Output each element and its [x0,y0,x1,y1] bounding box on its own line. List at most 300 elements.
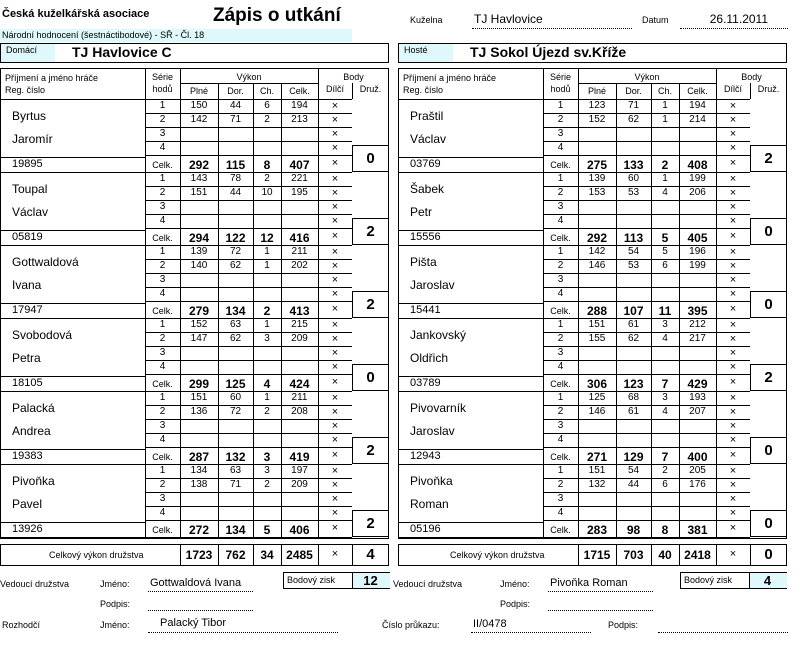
series-number: 3 [557,201,564,212]
series-value: 1 [264,319,270,330]
home-col-player: Příjmení a jméno hráče [5,73,99,83]
player-surname: Svobodová [12,328,73,342]
player-total-label: Celk. [152,233,173,243]
home-leader-label: Vedoucí družstva [0,579,70,589]
partial-point-cross: × [729,128,737,140]
series-value: 1 [264,392,270,403]
match-date: 26.11.2011 [709,12,768,26]
partial-point-cross: × [331,157,339,169]
series-number: 3 [159,201,166,212]
series-value: 215 [291,319,308,330]
divider [0,449,145,450]
referee-signature-line [658,632,788,633]
partial-point-cross: × [331,246,339,258]
series-value: 199 [689,173,706,184]
partial-point-cross: × [331,230,339,242]
partial-point-cross: × [729,142,737,154]
series-value: 205 [689,465,706,476]
player-first-name: Petra [12,351,41,365]
divider [352,83,353,99]
partial-point-cross: × [729,274,737,286]
partial-point-cross: × [729,288,737,300]
series-value: 3 [662,319,668,330]
player-points: 2 [366,442,375,459]
series-value: 1 [264,246,270,257]
series-number: 3 [159,128,166,139]
away-leader-underline [548,591,653,592]
home-team-total-value: 2485 [286,548,313,562]
series-number: 2 [159,260,166,271]
player-total-value: 125 [225,377,246,391]
player-surname: Pivoňka [410,474,453,488]
player-total-value: 406 [289,523,310,537]
home-col-team-points: Druž. [359,84,382,94]
away-leader-name-label: Jméno: [500,579,530,589]
player-total-value: 7 [661,377,669,391]
player-total-value: 133 [623,158,644,172]
partial-point-cross: × [331,347,339,359]
series-value: 150 [190,100,208,111]
series-value: 151 [588,319,606,330]
player-reg-number: 17947 [12,304,43,316]
partial-point-cross: × [729,449,737,461]
series-value: 151 [588,465,606,476]
player-total-label: Celk. [550,233,571,243]
series-number: 4 [557,434,564,445]
series-number: 1 [557,173,564,184]
home-col-partial: Dílčí [326,84,344,94]
divider [398,537,750,538]
player-reg-number: 03769 [410,158,441,170]
series-value: 1 [662,100,668,111]
player-total-value: 306 [586,377,608,391]
series-value: 62 [627,114,640,125]
series-number: 4 [159,361,166,372]
series-number: 2 [159,406,166,417]
home-score-value: 12 [363,573,378,588]
series-value: 44 [229,100,242,111]
player-total-value: 134 [225,523,246,537]
home-team-points: 4 [366,546,375,563]
away-col-reg: Reg. číslo [403,85,444,95]
venue-name: TJ Havlovice [474,12,543,26]
player-points: 2 [366,515,375,532]
player-first-name: Andrea [12,424,51,438]
divider [180,83,318,84]
series-number: 2 [557,260,564,271]
series-number: 3 [557,128,564,139]
home-col-points: Body [343,72,364,82]
divider [398,449,543,450]
away-col-total: Celk. [687,86,708,96]
player-total-value: 381 [687,523,708,537]
series-value: 206 [689,187,706,198]
series-number: 3 [557,347,564,358]
player-reg-number: 19383 [12,450,43,462]
series-value: 2 [264,479,270,490]
player-surname: Pivovarník [410,401,467,415]
player-first-name: Jaroslav [410,424,455,438]
partial-point-cross: × [729,260,737,272]
player-total-value: 299 [188,377,210,391]
player-points: 0 [366,369,375,386]
player-points: 2 [764,369,773,386]
series-value: 54 [627,246,640,257]
series-number: 1 [159,392,166,403]
player-total-value: 5 [661,231,669,245]
player-reg-number: 18105 [12,377,43,389]
partial-point-cross: × [331,260,339,272]
series-number: 1 [159,100,166,111]
series-value: 4 [662,187,668,198]
series-number: 3 [557,493,564,504]
home-col-performance: Výkon [236,72,262,82]
player-total-value: 419 [289,450,310,464]
series-value: 208 [291,406,308,417]
series-value: 2 [264,406,270,417]
player-first-name: Václav [12,205,49,219]
partial-point-cross: × [331,142,339,154]
partial-point-cross: × [729,201,737,213]
series-value: 68 [627,392,640,403]
series-number: 4 [557,142,564,153]
partial-point-cross: × [331,128,339,140]
partial-point-cross: × [331,507,339,519]
player-total-value: 288 [586,304,608,318]
partial-point-cross: × [331,449,339,461]
partial-point-cross: × [331,215,339,227]
away-signature-label: Podpis: [500,599,531,609]
series-value: 147 [190,333,208,344]
player-total-value: 407 [289,158,310,172]
series-value: 2 [662,465,668,476]
player-points: 2 [366,223,375,240]
player-total-value: 413 [289,304,310,318]
player-total-value: 129 [623,450,644,464]
series-number: 4 [557,288,564,299]
player-total-value: 98 [626,523,641,537]
divider [0,230,145,231]
player-first-name: Petr [410,205,433,219]
partial-point-cross: × [331,465,339,477]
player-total-value: 292 [586,231,608,245]
series-value: 207 [689,406,706,417]
series-number: 2 [557,406,564,417]
partial-point-cross: × [331,376,339,388]
player-points: 0 [764,296,773,313]
series-value: 6 [264,100,270,111]
series-value: 153 [588,187,606,198]
divider [0,537,352,538]
series-value: 139 [588,173,606,184]
partial-point-cross: × [729,392,737,404]
player-surname: Praštil [410,109,444,123]
home-team-total-value: 762 [225,548,246,562]
away-score-label: Bodový zisk [684,575,733,585]
player-total-label: Celk. [152,379,173,389]
series-value: 199 [689,260,706,271]
series-value: 194 [689,100,706,111]
player-points: 0 [764,442,773,459]
player-reg-number: 05819 [12,231,43,243]
series-number: 2 [557,479,564,490]
player-total-label: Celk. [152,525,173,535]
home-leader-name-label: Jméno: [100,579,130,589]
away-col-player: Příjmení a jméno hráče [403,73,497,83]
partial-point-cross: × [729,347,737,359]
player-first-name: Pavel [12,497,43,511]
series-value: 212 [689,319,706,330]
player-surname: Byrtus [12,109,47,123]
series-number: 1 [159,246,166,257]
series-value: 78 [229,173,242,184]
divider [398,376,543,377]
partial-point-cross: × [729,493,737,505]
series-number: 4 [557,215,564,226]
page-title: Zápis o utkání [213,5,341,26]
player-reg-number: 05196 [410,523,441,535]
partial-point-cross: × [729,157,737,169]
series-number: 1 [159,319,166,330]
series-value: 134 [190,465,208,476]
player-reg-number: 13926 [12,523,43,535]
series-value: 1 [662,173,668,184]
partial-point-cross: × [331,479,339,491]
referee-name-underline [148,632,338,633]
player-reg-number: 15441 [410,304,441,316]
home-col-full: Plné [189,86,208,96]
player-reg-number: 12943 [410,450,441,462]
series-value: 2 [264,114,270,125]
away-col-misses: Ch. [657,86,672,96]
home-leader-underline [148,591,253,592]
series-value: 151 [190,187,208,198]
series-number: 3 [557,420,564,431]
player-total-value: 2 [263,304,271,318]
away-signature-line [548,610,653,611]
player-total-value: 283 [586,523,608,537]
series-value: 1 [662,114,668,125]
player-surname: Šabek [410,182,445,196]
player-total-value: 405 [687,231,708,245]
partial-point-cross: × [331,114,339,126]
series-number: 4 [159,142,166,153]
player-surname: Jankovský [410,328,467,342]
partial-point-cross: × [331,493,339,505]
series-number: 2 [159,479,166,490]
player-points: 2 [366,296,375,313]
partial-point-cross: × [729,522,737,534]
partial-point-cross: × [729,333,737,345]
referee-name-label: Jméno: [100,620,130,630]
player-total-value: 294 [188,231,210,245]
series-value: 217 [689,333,706,344]
series-value: 151 [190,392,208,403]
player-total-label: Celk. [550,452,571,462]
series-number: 2 [557,333,564,344]
partial-point-cross: × [331,406,339,418]
series-value: 194 [291,100,308,111]
player-points: 0 [366,150,375,167]
series-value: 140 [190,260,208,271]
partial-point-cross: × [331,100,339,112]
divider [578,83,716,84]
partial-point-cross: × [729,361,737,373]
series-value: 139 [190,246,208,257]
series-value: 4 [662,333,668,344]
player-total-value: 7 [661,450,669,464]
away-team-total-value: 1715 [583,548,611,562]
series-value: 202 [291,260,308,271]
partial-point-cross: × [729,230,737,242]
player-total-label: Celk. [550,525,571,535]
player-total-value: 113 [623,231,644,245]
away-leader-name: Pivoňka Roman [550,577,628,589]
player-total-value: 8 [263,158,271,172]
player-total-label: Celk. [550,306,571,316]
series-number: 4 [159,215,166,226]
series-number: 4 [557,361,564,372]
player-total-label: Celk. [152,452,173,462]
away-col-performance: Výkon [634,72,660,82]
player-total-value: 4 [263,377,271,391]
player-first-name: Jaroslav [410,278,455,292]
series-value: 193 [689,392,706,403]
series-value: 6 [662,479,668,490]
series-value: 155 [588,333,606,344]
player-surname: Palacká [12,401,55,415]
series-number: 3 [557,274,564,285]
series-value: 1 [264,260,270,271]
partial-point-cross: × [331,361,339,373]
series-value: 6 [662,260,668,271]
player-total-value: 11 [658,304,672,318]
home-col-throws: hodů [152,84,173,94]
partial-point-cross: × [331,201,339,213]
away-col-series: Série [549,72,571,82]
player-first-name: Oldřich [410,351,449,365]
player-total-value: 400 [687,450,708,464]
series-value: 44 [627,479,640,490]
series-value: 71 [229,114,242,125]
series-value: 10 [261,187,273,198]
partial-point-cross: × [729,100,737,112]
series-number: 2 [557,187,564,198]
divider [0,376,145,377]
away-col-team-points: Druž. [757,84,780,94]
partial-point-cross: × [729,215,737,227]
date-label: Datum [642,15,669,25]
series-number: 2 [159,333,166,344]
series-value: 5 [662,246,668,257]
series-value: 152 [588,114,606,125]
home-col-reg: Reg. číslo [5,85,46,95]
player-total-value: 12 [260,231,274,245]
series-number: 1 [159,173,166,184]
partial-point-cross: × [729,376,737,388]
divider [398,303,543,304]
away-score-value: 4 [763,573,772,588]
away-role-label: Hosté [404,45,428,55]
away-col-throws: hodů [550,84,571,94]
player-total-label: Celk. [550,379,571,389]
divider [398,157,543,158]
home-col-misses: Ch. [259,86,274,96]
series-value: 197 [291,465,308,476]
home-leader-name: Gottwaldová Ivana [150,577,242,589]
series-number: 1 [557,465,564,476]
series-value: 214 [689,114,706,125]
series-value: 132 [588,479,606,490]
partial-point-cross: × [729,406,737,418]
series-number: 1 [159,465,166,476]
series-value: 63 [229,465,242,476]
association-name: Česká kuželkářská asociace [2,8,150,20]
home-score-label: Bodový zisk [287,575,336,585]
referee-signature-label: Podpis: [608,620,639,630]
series-number: 2 [159,187,166,198]
partial-point-cross: × [331,288,339,300]
series-number: 2 [557,114,564,125]
player-total-value: 416 [289,231,310,245]
player-total-value: 134 [225,304,246,318]
series-value: 72 [229,246,242,257]
series-value: 53 [627,260,640,271]
player-total-value: 122 [225,231,246,245]
away-col-clear: Dor. [625,86,642,96]
series-value: 176 [689,479,706,490]
series-value: 146 [588,406,606,417]
series-value: 72 [229,406,242,417]
series-value: 2 [264,173,270,184]
series-value: 53 [627,187,640,198]
partial-point-cross: × [331,187,339,199]
home-col-total: Celk. [289,86,310,96]
player-total-value: 395 [687,304,708,318]
home-col-series: Série [151,72,173,82]
competition-type: Národní hodnocení (šestnáctibodové) - SŘ - Čl. 18 [2,30,205,40]
series-value: 4 [662,406,668,417]
series-value: 71 [229,479,242,490]
player-surname: Gottwaldová [12,255,79,269]
series-value: 60 [627,173,640,184]
series-number: 2 [159,114,166,125]
player-total-value: 5 [263,523,271,537]
partial-point-cross: × [331,303,339,315]
player-surname: Pišta [410,255,437,269]
partial-point-cross: × [729,187,737,199]
series-value: 123 [588,100,606,111]
series-value: 3 [662,392,668,403]
player-total-value: 275 [586,158,608,172]
series-number: 3 [159,274,166,285]
away-team-total-value: 40 [658,548,672,562]
player-points: 0 [764,515,773,532]
series-value: 152 [190,319,208,330]
away-col-points: Body [741,72,762,82]
series-value: 125 [588,392,606,403]
series-number: 1 [557,392,564,403]
player-reg-number: 03789 [410,377,441,389]
partial-point-cross: × [331,319,339,331]
series-value: 63 [229,319,242,330]
series-value: 62 [627,333,640,344]
home-signature-label: Podpis: [100,599,131,609]
player-surname: Toupal [12,182,48,196]
series-number: 4 [159,288,166,299]
player-total-value: 2 [661,158,669,172]
series-value: 62 [229,260,242,271]
